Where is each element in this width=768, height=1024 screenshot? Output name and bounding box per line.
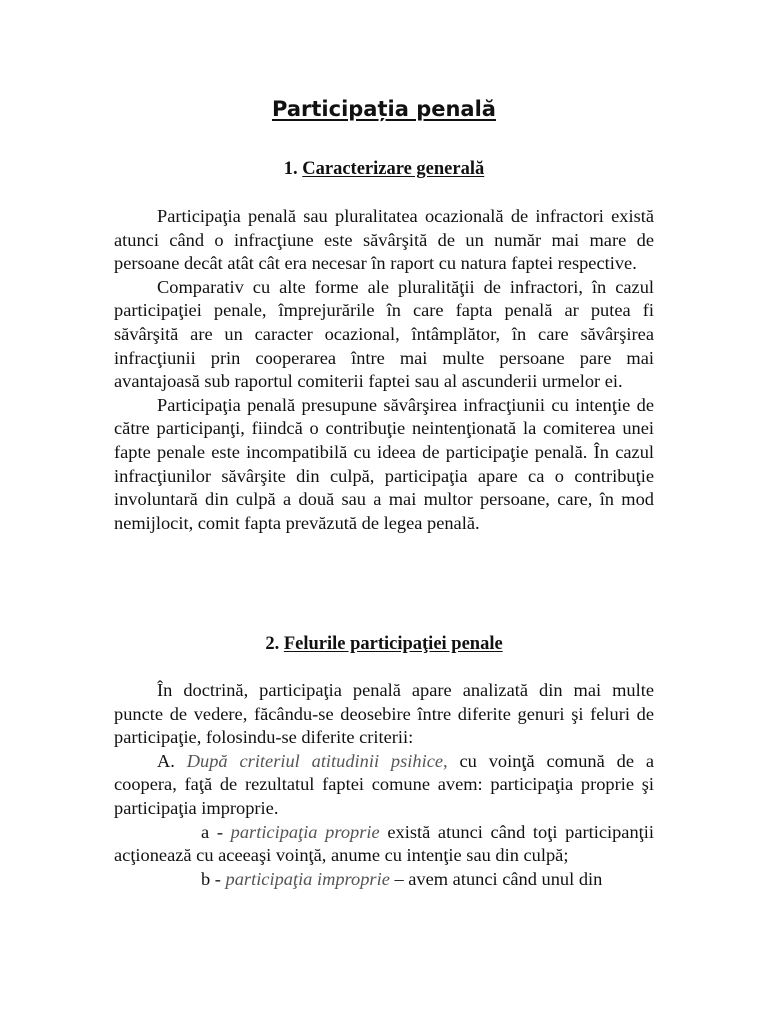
- section-1-title: Caracterizare generală: [302, 159, 485, 179]
- criterion-a-label: A.: [157, 750, 175, 771]
- section-2-number: 2.: [265, 634, 280, 654]
- criterion-a: [114, 750, 654, 821]
- document-title-text: Participația penală: [272, 97, 496, 121]
- section-1-body: [114, 205, 654, 535]
- item-a-label: a -: [201, 821, 223, 842]
- paragraph: În doctrină, participaţia penală apare analizată din mai multe puncte de vedere, făcându-se deosebire între diferite genuri şi feluri de participaţie, folosindu-se diferite criterii:: [114, 680, 654, 748]
- section-1-number: 1.: [283, 159, 298, 179]
- item-a-text: există atunci când toţi participanţii acţionează cu aceeaşi voinţă, anume cu intenţie sau din culpă;: [114, 821, 654, 866]
- criterion-a-text: cu voinţă comună de a coopera, faţă de rezultatul faptei comune avem: participaţia proprie şi participaţia improprie.: [114, 750, 655, 818]
- item-b-italic: participaţia improprie: [225, 868, 390, 889]
- list-item-a: [114, 821, 654, 868]
- section-2-heading: [0, 632, 768, 656]
- section-1-heading: [0, 157, 768, 181]
- document-title: [0, 94, 768, 124]
- list-item-b: [114, 868, 654, 892]
- paragraph: Comparativ cu alte forme ale pluralităţii de infractori, în cazul participaţiei penale, împrejurările în care fapta penală ar putea fi săvârşită are un caracter ocazional, întâmplător, în care săvârşirea infracţiunii prin cooperarea între mai multe persoane pare mai avantajoasă sub raportul comiterii faptei sau al ascunderii urmelor ei.: [114, 276, 654, 392]
- paragraph: Participaţia penală sau pluralitatea ocazională de infractori există atunci când o infracţiune este săvârşită de un număr mai mare de persoane decât atât cât era necesar în raport cu natura faptei respective.: [114, 206, 654, 274]
- criterion-a-italic: După criteriul atitudinii psihice,: [186, 750, 448, 771]
- item-b-text: – avem atunci când unul din: [394, 868, 603, 889]
- section-2-body: [114, 679, 654, 891]
- item-b-label: b -: [201, 868, 221, 889]
- item-a-italic: participaţia proprie: [230, 821, 380, 842]
- paragraph: Participaţia penală presupune săvârşirea infracţiunii cu intenţie de către participanţi, fiindcă o contribuţie neintenţionată la comiterea unei fapte penale este incompatibilă cu ideea de participaţie penală. În cazul infracţiunilor săvârşite din culpă, participaţia apare ca o contribuţie involuntară din culpă a două sau a mai multor persoane, care, în mod nemijlocit, comit fapta prevăzută de legea penală.: [114, 394, 654, 533]
- section-2-title: Felurile participaţiei penale: [283, 634, 503, 654]
